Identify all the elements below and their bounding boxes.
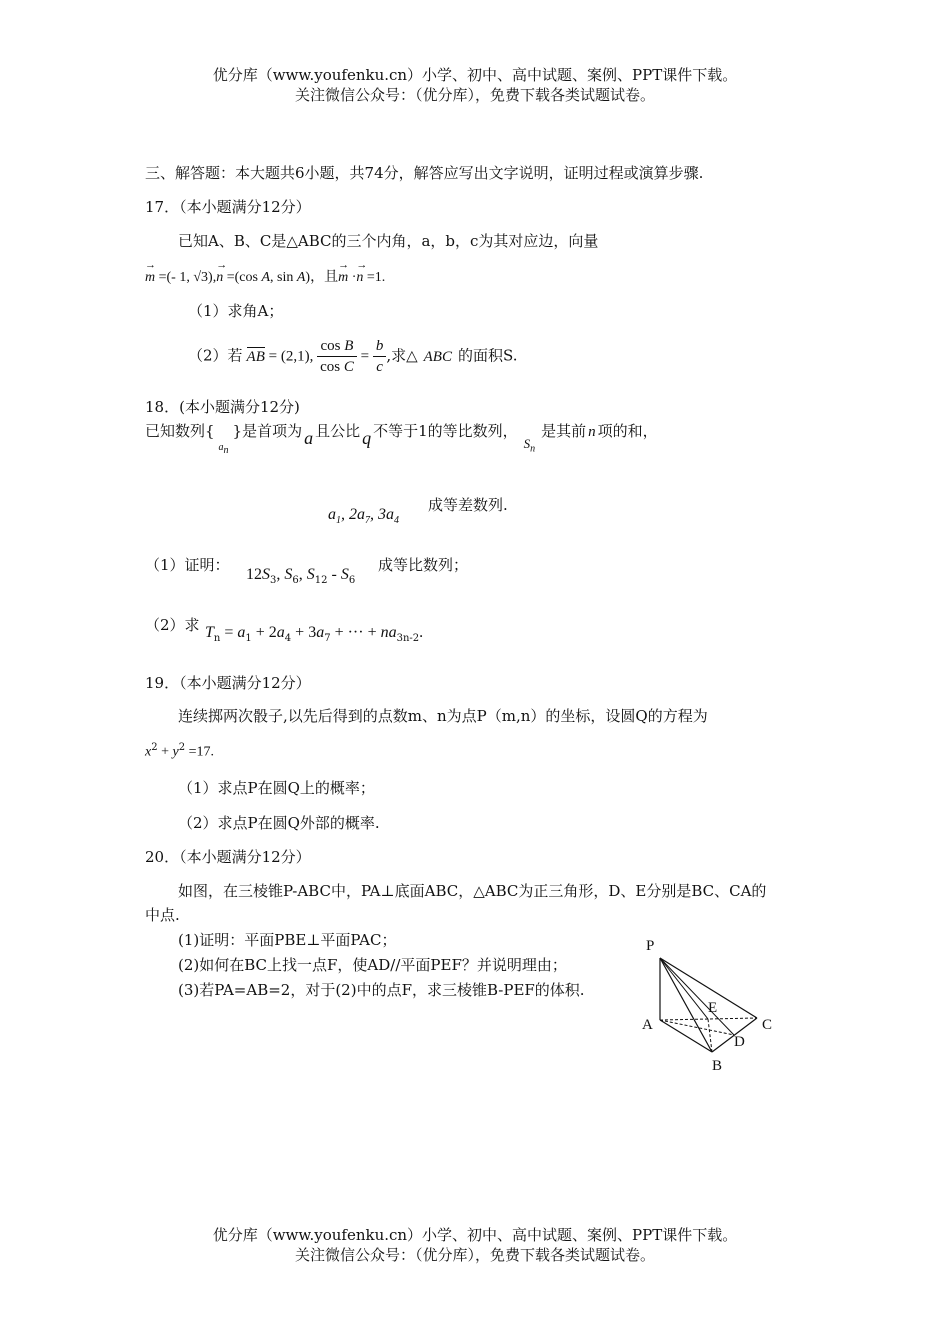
- q17-heading: 17．（本小题满分12分）: [145, 198, 311, 216]
- q18-line1: 已知数列$\{_{a_n}\}$是首项为 a 且公比 q 不等于1的等比数列，$S_n$是其前 n 项的和，: [145, 422, 658, 456]
- q19-intro: 连续掷两次骰子,以先后得到的点数m、n为点P（m,n）的坐标，设圆Q的方程为: [178, 707, 708, 725]
- q19-part2: （2）求点P在圆Q外部的概率.: [178, 814, 380, 832]
- header-line-1: 优分库（www.youfenku.cn）小学、初中、高中试题、案例、PPT课件下载。: [212, 66, 738, 84]
- q20-part1: (1)证明：平面PBE⊥平面PAC；: [178, 931, 397, 949]
- section-title: 三、解答题：本大题共6小题，共74分，解答应写出文字说明，证明过程或演算步骤.: [145, 164, 704, 182]
- q18-sequence: $a_1$, $2a_7$, $3a_4$: [328, 506, 399, 527]
- q18-line1-f: 项的和，: [597, 422, 658, 440]
- header-line-2: 关注微信公众号：（优分库），免费下载各类试题试卷。: [294, 86, 655, 104]
- q17-part2-end: 的面积S.: [457, 346, 518, 365]
- q17-fraction-bc: $\frac{b}{c}$: [373, 336, 387, 377]
- q18-heading: 18．(本小题满分12分): [145, 398, 300, 416]
- q17-vec-text: 且: [324, 269, 339, 285]
- q18-line1-d: 不等于1的等比数列，: [373, 422, 518, 440]
- q17-part2-suffix: ,求△: [386, 346, 418, 365]
- label-A: A: [642, 1017, 653, 1033]
- tetrahedron-figure: [630, 930, 790, 1075]
- q19-heading: 19．（本小题满分12分）: [145, 674, 311, 692]
- q20-intro-line2: 中点.: [145, 906, 180, 924]
- label-B: B: [712, 1058, 723, 1074]
- q17-fraction-cos: $\frac{\text{cos B}}{\text{cos C}}$: [317, 336, 357, 377]
- q18-line1-a: 已知数列{: [145, 422, 215, 440]
- q18-part1-suffix: 成等比数列；: [378, 556, 469, 574]
- q17-part2: （2）若 AB = (2,1), $\frac{\text{cos B}}{\text{cos C}}$ = $\frac{b}{c}$ ,求△ ABC 的面积S.: [188, 338, 518, 375]
- label-C: C: [762, 1017, 773, 1033]
- q19-part1: （1）求点P在圆Q上的概率；: [178, 779, 375, 797]
- q20-heading: 20．（本小题满分12分）: [145, 848, 311, 866]
- q18-part2-prefix: （2）求: [145, 616, 200, 634]
- q18-part1-expr: $12S_3$, $S_6$, $S_{12} - S_6$: [246, 566, 356, 587]
- q17-part1: （1）求角A；: [188, 302, 284, 320]
- q20-intro-line1: 如图，在三棱锥P-ABC中，PA⊥底面ABC，△ABC为正三角形，D、E分别是BC、CA的: [178, 882, 767, 900]
- q18-line1-c: 且公比: [315, 422, 361, 440]
- footer-line-1: 优分库（www.youfenku.cn）小学、初中、高中试题、案例、PPT课件下载。: [212, 1226, 738, 1244]
- q18-part1-prefix: （1）证明：: [145, 556, 230, 574]
- edge-PB: [660, 958, 712, 1052]
- label-E: E: [708, 1000, 718, 1016]
- q17-vectors: → m =(- 1, √3),→ n =(cos A, sin A)，且→ m ·→ n =1.: [145, 266, 385, 286]
- edge-PE: [660, 958, 708, 1019]
- q18-part2-expr: $T_n = a_1 + 2a_4 + 3a_7$ + ··· + $na_{3n-2}$.: [205, 624, 424, 645]
- q17-intro: 已知A、B、C是△ABC的三个内角，a，b，c为其对应边，向量: [178, 232, 599, 250]
- q18-line1-b: }是首项为: [232, 422, 303, 440]
- label-P: P: [646, 938, 655, 954]
- q20-part3: (3)若PA=AB=2，对于(2)中的点F，求三棱锥B-PEF的体积.: [178, 981, 585, 999]
- q18-mid-suffix: 成等差数列.: [428, 496, 508, 514]
- q17-part2-prefix: （2）若: [188, 346, 243, 365]
- q20-part2: (2)如何在BC上找一点F，使AD//平面PEF？并说明理由；: [178, 956, 567, 974]
- label-D: D: [734, 1034, 745, 1050]
- footer-line-2: 关注微信公众号：（优分库），免费下载各类试题试卷。: [294, 1246, 655, 1264]
- q19-equation: $x^2 + y^2 =17$.: [145, 742, 214, 760]
- q18-line1-e: 是其前: [541, 422, 587, 440]
